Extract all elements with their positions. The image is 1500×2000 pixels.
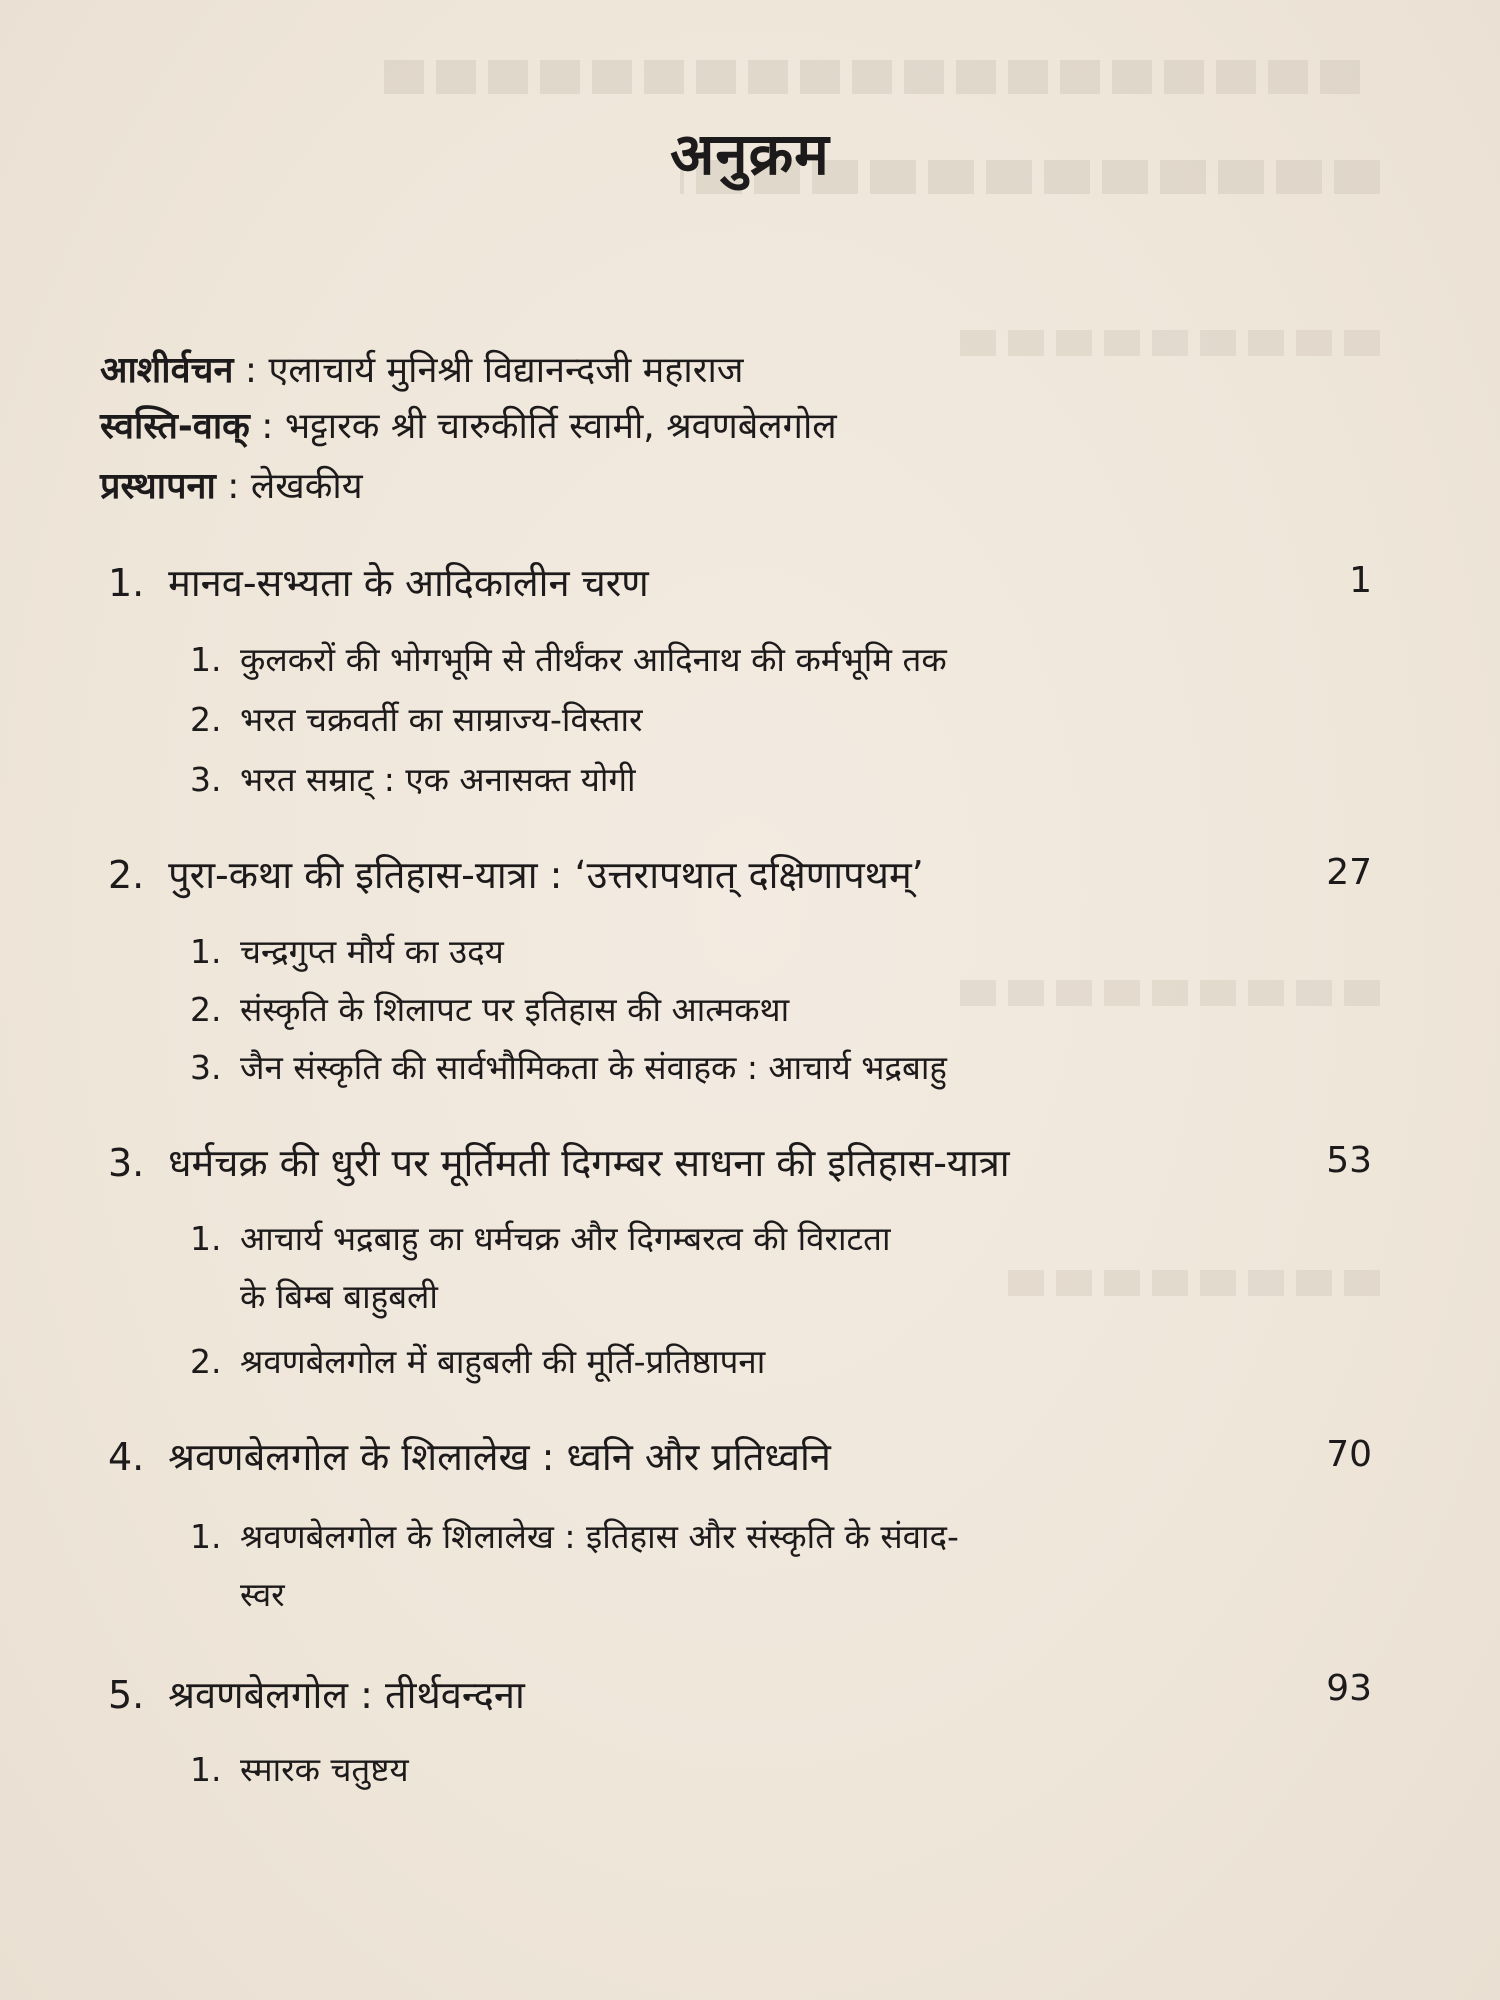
chapter-page-number: 93 <box>1326 1668 1372 1709</box>
subsection-number: 3. <box>190 1048 222 1087</box>
bleed-through-decoration <box>960 330 1380 356</box>
front-matter-separator: : <box>249 406 285 447</box>
chapter-number: 1. <box>108 561 145 605</box>
front-matter-label: स्वस्ति-वाक् <box>100 406 250 447</box>
bleed-through-decoration <box>960 980 1380 1006</box>
subsection-entry <box>190 636 947 681</box>
front-matter-separator: : <box>233 350 269 391</box>
chapter-title: श्रवणबेलगोल : तीर्थवन्दना <box>168 1673 525 1717</box>
chapter-page-number: 70 <box>1326 1434 1372 1475</box>
front-matter-line <box>100 400 837 449</box>
chapter-entry <box>108 1668 525 1720</box>
subsection-title: चन्द्रगुप्त मौर्य का उदय <box>240 932 504 971</box>
front-matter-line <box>100 344 743 393</box>
chapter-number: 2. <box>108 853 145 897</box>
front-matter-value: एलाचार्य मुनिश्री विद्यानन्दजी महाराज <box>268 350 744 391</box>
subsection-entry <box>190 1210 1280 1326</box>
subsection-title: आचार्य भद्रबाहु का धर्मचक्र और दिगम्बरत्व की विराटता <box>240 1219 891 1258</box>
subsection-number: 2. <box>190 990 222 1029</box>
subsection-entry <box>190 1746 409 1791</box>
chapter-title: धर्मचक्र की धुरी पर मूर्तिमती दिगम्बर साधना की इतिहास-यात्रा <box>168 1141 1010 1185</box>
front-matter-value: भट्टारक श्री चारुकीर्ति स्वामी, श्रवणबेलगोल <box>284 406 837 447</box>
subsection-number: 2. <box>190 1342 222 1381</box>
chapter-title: पुरा-कथा की इतिहास-यात्रा : ‘उत्तरापथात् दक्षिणापथम्’ <box>168 853 924 897</box>
subsection-entry <box>190 1508 1280 1624</box>
page-title: अनुक्रम <box>670 120 830 188</box>
subsection-number: 1. <box>190 640 222 679</box>
bleed-through-decoration <box>380 60 1360 94</box>
chapter-number: 4. <box>108 1435 145 1479</box>
subsection-entry <box>190 928 504 973</box>
subsection-entry <box>190 756 636 801</box>
subsection-title: श्रवणबेलगोल के शिलालेख : इतिहास और संस्कृति के संवाद- <box>240 1517 959 1556</box>
subsection-number: 1. <box>190 1517 222 1556</box>
chapter-entry <box>108 1430 831 1482</box>
subsection-entry <box>190 986 789 1031</box>
subsection-title-continuation: के बिम्ब बाहुबली <box>240 1277 438 1316</box>
subsection-title: श्रवणबेलगोल में बाहुबली की मूर्ति-प्रतिष्ठापना <box>240 1342 766 1381</box>
subsection-title: भरत चक्रवर्ती का साम्राज्य-विस्तार <box>240 700 643 739</box>
subsection-title-continuation: स्वर <box>240 1575 285 1614</box>
subsection-entry <box>190 1044 947 1089</box>
subsection-title: स्मारक चतुष्टय <box>240 1750 409 1789</box>
subsection-number: 1. <box>190 1219 222 1258</box>
front-matter-value: लेखकीय <box>250 466 363 507</box>
front-matter-line <box>100 460 363 509</box>
chapter-entry <box>108 848 924 900</box>
subsection-title: संस्कृति के शिलापट पर इतिहास की आत्मकथा <box>240 990 790 1029</box>
chapter-title: श्रवणबेलगोल के शिलालेख : ध्वनि और प्रतिध्वनि <box>168 1435 831 1479</box>
subsection-title: कुलकरों की भोगभूमि से तीर्थंकर आदिनाथ की कर्मभूमि तक <box>240 640 947 679</box>
chapter-number: 3. <box>108 1141 145 1185</box>
subsection-title: भरत सम्राट् : एक अनासक्त योगी <box>240 760 636 799</box>
chapter-number: 5. <box>108 1673 145 1717</box>
chapter-title: मानव-सभ्यता के आदिकालीन चरण <box>168 561 649 605</box>
chapter-entry <box>108 556 649 608</box>
subsection-number: 1. <box>190 1750 222 1789</box>
chapter-entry <box>108 1136 1010 1188</box>
subsection-title: जैन संस्कृति की सार्वभौमिकता के संवाहक : आचार्य भद्रबाहु <box>240 1048 947 1087</box>
front-matter-label: प्रस्थापना <box>100 466 216 507</box>
subsection-number: 2. <box>190 700 222 739</box>
subsection-entry <box>190 1338 765 1383</box>
subsection-entry <box>190 696 643 741</box>
front-matter-separator: : <box>215 466 251 507</box>
chapter-page-number: 1 <box>1349 560 1372 601</box>
subsection-number: 3. <box>190 760 222 799</box>
chapter-page-number: 53 <box>1326 1140 1372 1181</box>
front-matter-label: आशीर्वचन <box>100 350 234 391</box>
subsection-number: 1. <box>190 932 222 971</box>
chapter-page-number: 27 <box>1326 852 1372 893</box>
